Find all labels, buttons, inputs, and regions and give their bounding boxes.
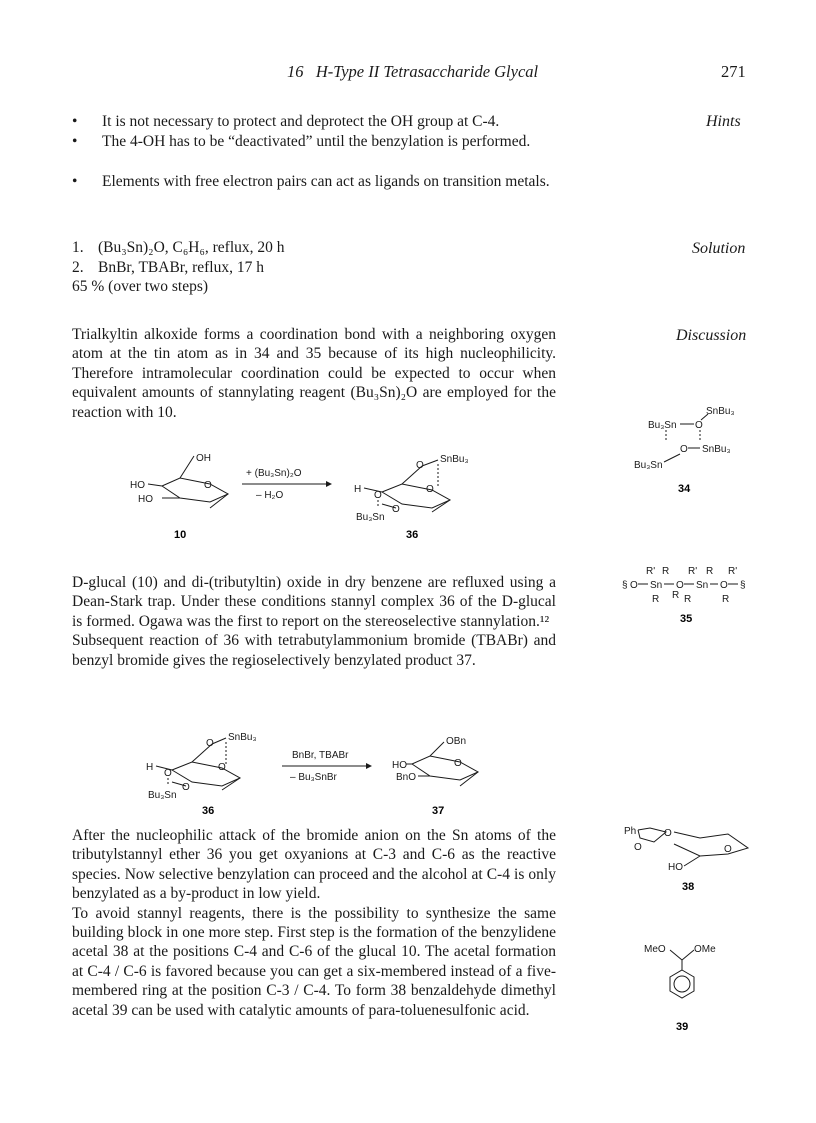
svg-text:O: O bbox=[204, 480, 212, 491]
svg-text:O: O bbox=[634, 842, 642, 853]
svg-text:O: O bbox=[630, 580, 638, 591]
svg-text:O: O bbox=[695, 420, 703, 431]
compound-label-37: 37 bbox=[432, 805, 445, 817]
compound-label-36: 36 bbox=[202, 805, 215, 817]
svg-text:R: R bbox=[684, 594, 692, 605]
compound-label-36: 36 bbox=[406, 529, 419, 541]
svg-text:R: R bbox=[722, 594, 730, 605]
svg-text:O: O bbox=[724, 844, 732, 855]
svg-text:O: O bbox=[664, 828, 672, 839]
svg-text:HO: HO bbox=[668, 862, 683, 873]
compound-label-10: 10 bbox=[174, 529, 187, 541]
svg-text:SnBu₃: SnBu₃ bbox=[440, 454, 469, 465]
svg-text:Bu₃Sn: Bu₃Sn bbox=[148, 790, 177, 801]
svg-text:OBn: OBn bbox=[446, 736, 467, 747]
structure-39 bbox=[636, 938, 746, 1038]
svg-text:O: O bbox=[416, 460, 424, 471]
svg-text:Ph: Ph bbox=[624, 826, 637, 837]
svg-text:H: H bbox=[146, 762, 154, 773]
structure-34 bbox=[628, 400, 778, 498]
hint-item: • It is not necessary to protect and deprotect the OH group at C-4. bbox=[72, 113, 500, 130]
compound-label-39: 39 bbox=[676, 1021, 689, 1033]
svg-text:R': R' bbox=[688, 566, 698, 577]
bullet-icon: • bbox=[72, 133, 78, 150]
side-label-hints: Hints bbox=[706, 113, 741, 130]
solution-step: 2. BnBr, TBABr, reflux, 17 h bbox=[72, 259, 264, 276]
benzylated-product-37-structure bbox=[392, 736, 478, 786]
svg-text:O: O bbox=[374, 490, 382, 501]
bullet-icon: • bbox=[72, 173, 78, 190]
svg-text:R: R bbox=[652, 594, 660, 605]
glucal-10-structure bbox=[130, 453, 228, 508]
svg-text:§: § bbox=[622, 580, 628, 591]
hint-item: • The 4-OH has to be “deactivated” until the benzylation is performed. bbox=[72, 133, 531, 150]
structure-38 bbox=[620, 820, 770, 896]
byproduct-label: – H₂O bbox=[256, 490, 284, 501]
svg-text:Sn: Sn bbox=[696, 580, 709, 591]
compound-label-38: 38 bbox=[682, 881, 695, 893]
svg-text:R: R bbox=[672, 590, 680, 601]
svg-text:O: O bbox=[182, 782, 190, 793]
svg-text:SnBu₃: SnBu₃ bbox=[706, 406, 735, 417]
svg-text:H: H bbox=[354, 484, 362, 495]
byproduct-label: – Bu₃SnBr bbox=[290, 772, 337, 783]
bullet-icon: • bbox=[72, 113, 78, 130]
solution-step: 1. (Bu₃Sn)₂O, C₆H₆, reflux, 20 h bbox=[72, 239, 285, 256]
stannyl-complex-36-structure bbox=[354, 454, 469, 523]
svg-text:Sn: Sn bbox=[650, 580, 663, 591]
svg-text:HO: HO bbox=[392, 760, 407, 771]
svg-text:Bu₃Sn: Bu₃Sn bbox=[356, 512, 385, 523]
side-label-discussion: Discussion bbox=[676, 327, 747, 344]
reaction-scheme-1 bbox=[120, 448, 500, 544]
svg-text:§: § bbox=[740, 580, 746, 591]
stannyl-complex-36-structure bbox=[146, 732, 257, 801]
compound-label-34: 34 bbox=[678, 483, 691, 495]
discussion-paragraph-2: D-glucal (10) and di-(tributyltin) oxide in dry benzene are refluxed using a Dean-Stark trap. Under these conditions stannyl complex 36 of the D-glucal is formed. Ogawa was the first to report on the stereoselective stannylation.¹² Subsequent reaction of 36 with tetrabutylammonium bromide (TBABr) and benzyl bromide gives the regioselectively benzylated product 37. bbox=[72, 574, 556, 669]
svg-text:O: O bbox=[426, 484, 434, 495]
svg-text:HO: HO bbox=[138, 494, 153, 505]
svg-text:HO: HO bbox=[130, 480, 145, 491]
svg-text:MeO: MeO bbox=[644, 944, 666, 955]
svg-text:Bu₃Sn: Bu₃Sn bbox=[634, 460, 663, 471]
discussion-paragraph-3: After the nucleophilic attack of the bromide anion on the Sn atoms of the tributylstannyl ether 36 you get oxyanions at C-3 and C-6 as the reactive species. Now selective benzylation can proceed and the alcohol at C-4 is only benzylated as a by-product in low yield. To avoid stannyl reagents, there is the possibility to synthesize the same building block in one more step. First step is the formation of the benzylidene acetal 38 at the positions C-4 and C-6 of the glucal 10. The acetal formation at C-4 / C-6 is favored because you can get a six-membered instead of a five-membered ring at the position C-3 / C-4. To form 38 benzaldehyde dimethyl acetal 39 can be used with catalytic amounts of para-toluenesulfonic acid. bbox=[72, 827, 556, 1019]
svg-text:R: R bbox=[706, 566, 714, 577]
reagent-label: + (Bu₃Sn)₂O bbox=[246, 468, 302, 479]
reagent-label: BnBr, TBABr bbox=[292, 750, 349, 761]
svg-text:O: O bbox=[720, 580, 728, 591]
svg-text:O: O bbox=[206, 738, 214, 749]
chapter-title: H-Type II Tetrasaccharide Glycal bbox=[315, 62, 539, 81]
svg-text:OMe: OMe bbox=[694, 944, 716, 955]
svg-text:O: O bbox=[218, 762, 226, 773]
structure-35 bbox=[616, 566, 766, 628]
discussion-paragraph-1: Trialkyltin alkoxide forms a coordination bond with a neighboring oxygen atom at the tin atom as in 34 and 35 because of its high nucleophilicity. Therefore intramolecular coordination could be expected to occur when equivalent amounts of stannylating reagent (Bu₃Sn)₂O are employed for the reaction with 10. bbox=[72, 326, 556, 421]
svg-text:O: O bbox=[454, 758, 462, 769]
svg-text:O: O bbox=[676, 580, 684, 591]
svg-text:Bu₃Sn: Bu₃Sn bbox=[648, 420, 677, 431]
svg-text:BnO: BnO bbox=[396, 772, 417, 783]
page-number: 271 bbox=[721, 62, 746, 81]
compound-label-35: 35 bbox=[680, 613, 693, 625]
svg-text:SnBu₃: SnBu₃ bbox=[702, 444, 731, 455]
hint-item: • Elements with free electron pairs can act as ligands on transition metals. bbox=[72, 173, 550, 190]
svg-text:O: O bbox=[392, 504, 400, 515]
svg-text:OH: OH bbox=[196, 453, 211, 464]
svg-text:O: O bbox=[680, 444, 688, 455]
side-label-solution: Solution bbox=[692, 240, 746, 257]
running-header bbox=[287, 62, 538, 82]
solution-yield: 65 % (over two steps) bbox=[72, 278, 209, 295]
svg-text:R': R' bbox=[728, 566, 738, 577]
svg-text:SnBu₃: SnBu₃ bbox=[228, 732, 257, 743]
svg-text:R': R' bbox=[646, 566, 656, 577]
svg-text:O: O bbox=[164, 768, 172, 779]
chapter-number: 16 bbox=[287, 62, 304, 81]
svg-text:R: R bbox=[662, 566, 670, 577]
reaction-scheme-2 bbox=[140, 730, 500, 820]
